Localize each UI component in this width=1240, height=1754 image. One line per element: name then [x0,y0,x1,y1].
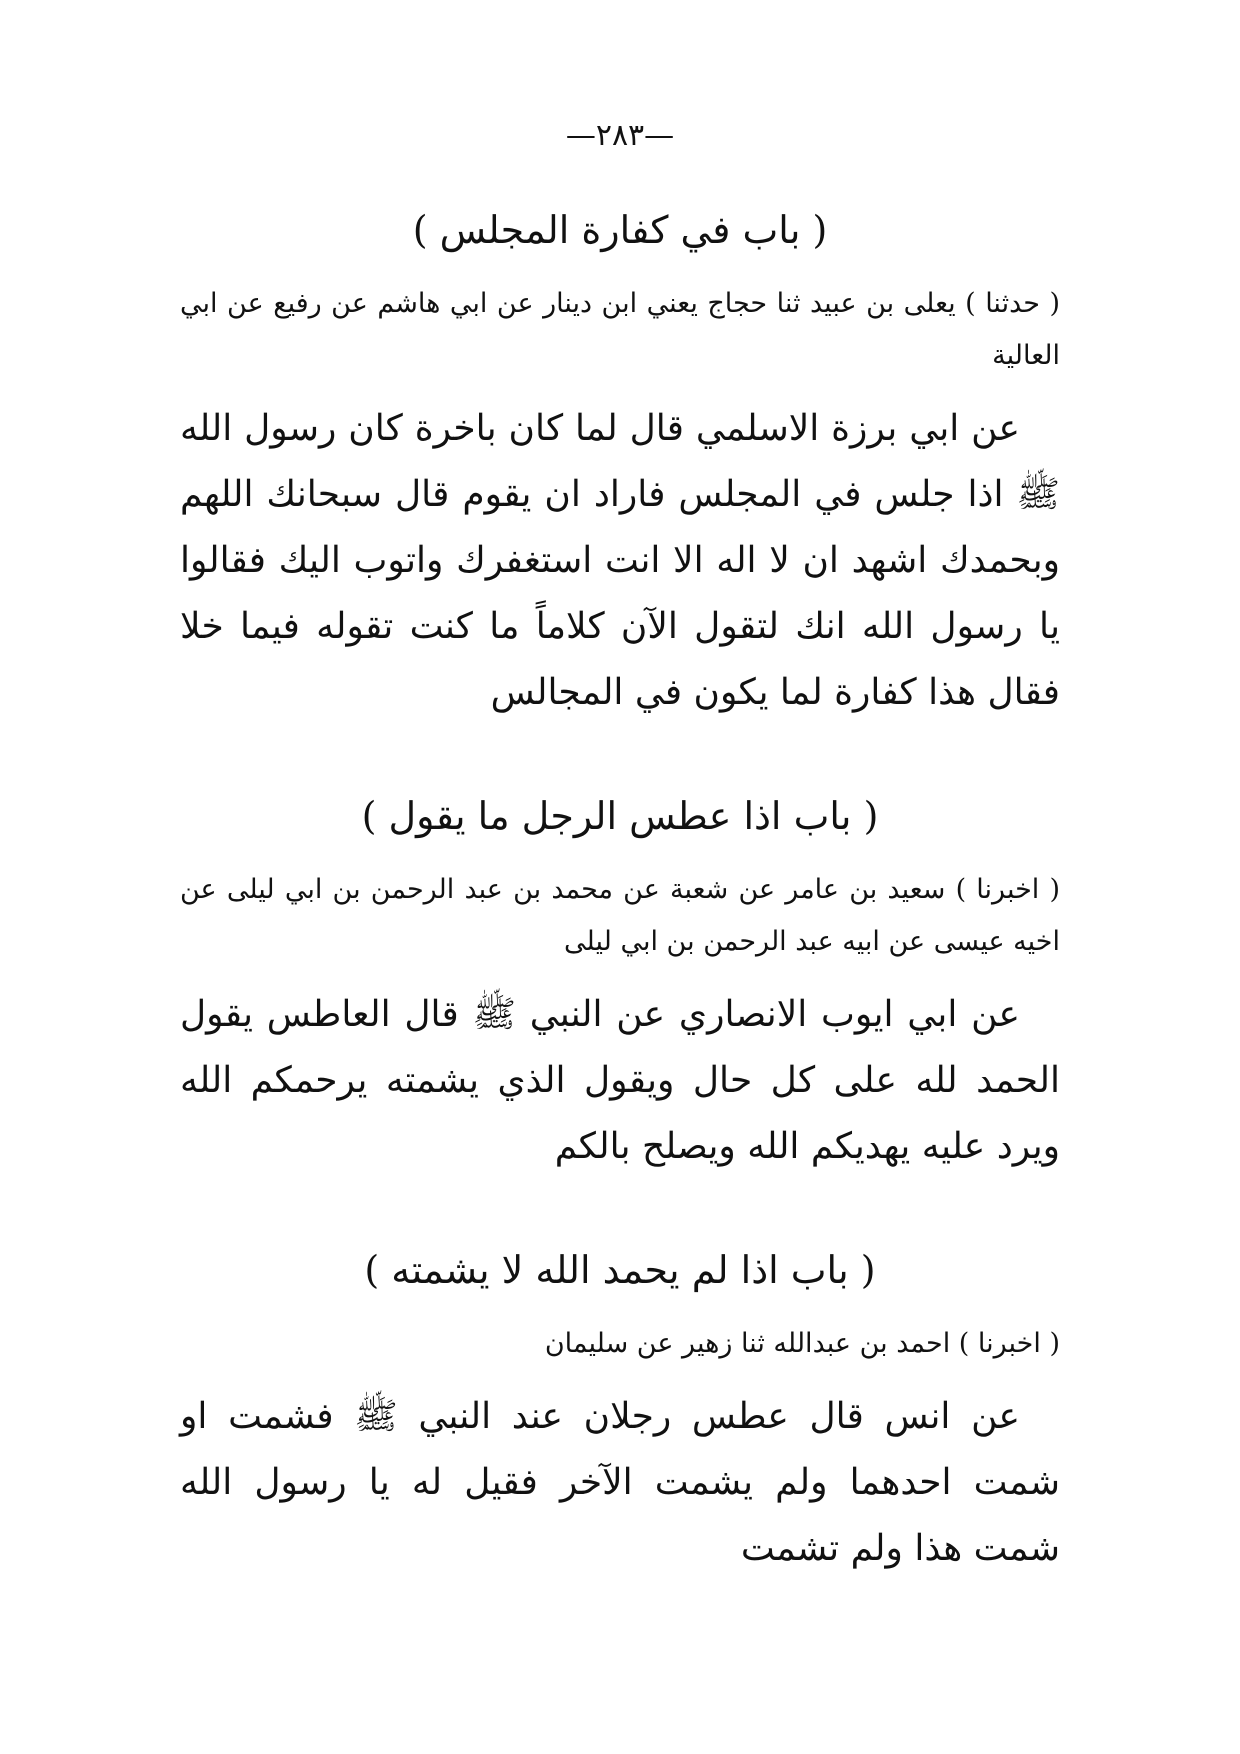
section-heading: ( باب اذا لم يحمد الله لا يشمته ) [364,1248,876,1292]
section-heading: ( باب في كفارة المجلس ) [412,208,828,252]
section-isnad: ( اخبرنا ) احمد بن عبدالله ثنا زهير عن سليمان [544,1328,1060,1359]
section-sneezing [180,786,1060,1180]
page-number: —٢٨٣— [565,118,675,153]
section-kaffarat-al-majlis [180,200,1060,726]
section-heading: ( باب اذا عطس الرجل ما يقول ) [361,794,879,838]
section-matn: عن انس قال عطس رجلان عند النبي ﷺ فشمت او شمت احدهما ولم يشمت الآخر فقيل له يا رسول الله شمت هذا ولم تشمت [180,1396,1060,1569]
section-isnad: ( حدثنا ) يعلى بن عبيد ثنا حجاج يعني ابن دينار عن ابي هاشم عن رفيع عن ابي العالية [180,288,1060,371]
section-matn: عن ابي برزة الاسلمي قال لما كان باخرة كان رسول الله ﷺ اذا جلس في المجلس فاراد ان يقوم قال سبحانك اللهم وبحمدك اشهد ان لا اله الا انت استغفرك واتوب اليك فقالوا يا رسول الله انك لتقول الآن كلاماً ما كنت تقوله فيما خلا فقال هذا كفارة لما يكون في المجالس [180,408,1060,713]
section-no-tashmit [180,1240,1060,1582]
page-content [180,200,1060,1582]
section-isnad: ( اخبرنا ) سعيد بن عامر عن شعبة عن محمد بن عبد الرحمن بن ابي ليلى عن اخيه عيسى عن ابيه عبد الرحمن بن ابي ليلى [180,874,1060,957]
section-matn: عن ابي ايوب الانصاري عن النبي ﷺ قال العاطس يقول الحمد لله على كل حال ويقول الذي يشمته يرحمكم الله ويرد عليه يهديكم الله ويصلح بالكم [180,994,1060,1167]
